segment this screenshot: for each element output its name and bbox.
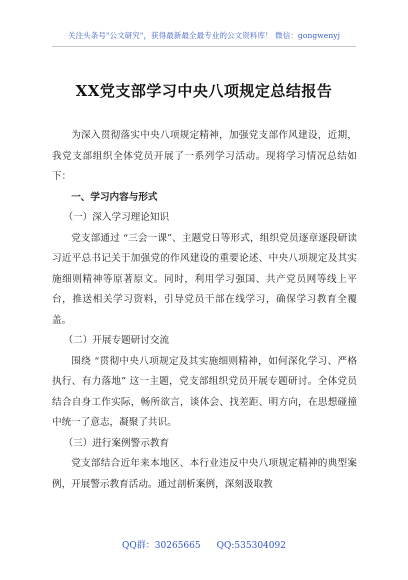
subsection-body-2: 围绕 “贯彻中央八项规定及其实施细则精神，如何深化学习、严格执行、有力落地” 这一主题，党支部组织党员开展专题研讨。全体党员结合自身工作实际，畅所欲言，谈体会、找差距、明方向，在思想碰撞中统一了意志，凝聚了共识。 <box>52 355 357 428</box>
document-body <box>52 126 357 495</box>
subsection-body-1: 党支部通过 “三会一课”、主题党日等形式，组织党员逐章逐段研读习近平总书记关于加强党的作风建设的重要论述、中央八项规定及其实施细则精神等原著原文。同时，利用学习强国、共产党员网等线上平台，推送相关学习资料，引导党员干部在线学习，确保学习教育全覆盖。 <box>52 232 357 326</box>
intro-paragraph: 为深入贯彻落实中央八项规定精神，加强党支部作风建设，近期，我党支部组织全体党员开展了一系列学习活动。现将学习情况总结如下： <box>52 130 357 182</box>
subsection-heading-1: （一）深入学习理论知识 <box>63 212 170 223</box>
subsection-heading-2: （二）开展专题研讨交流 <box>63 335 170 346</box>
header-divider <box>52 46 356 47</box>
subsection-body-3: 党支部结合近年来本地区、本行业违反中央八项规定精神的典型案例，开展警示教育活动。通过剖析案例，深刻汲取教 <box>52 458 357 490</box>
section-heading-1: 一、学习内容与形式 <box>71 191 158 203</box>
footer-qq-group: QQ群：30265665 <box>122 541 201 551</box>
footer-contact <box>0 538 408 551</box>
document-title: XX党支部学习中央八项规定总结报告 <box>75 82 333 100</box>
header-banner: 关注头条号"公文研究"，获得最新最全最专业的公文资料库！ 微信：gongwenyj <box>67 31 341 40</box>
subsection-heading-3: （三）进行案例警示教育 <box>63 437 170 449</box>
footer-qq: QQ:535304092 <box>216 541 286 551</box>
